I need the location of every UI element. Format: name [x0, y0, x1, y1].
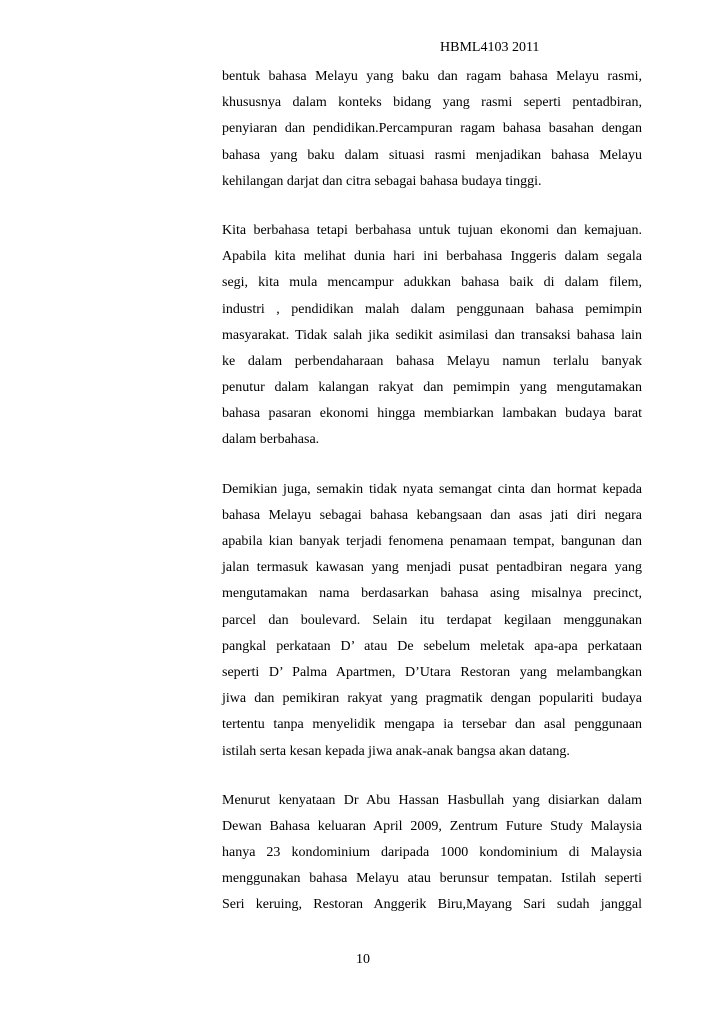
text-line: Demikian juga, semakin tidak nyata semangat cinta dan hormat kepada [222, 481, 642, 497]
paragraph-3 [222, 477, 642, 765]
running-header: HBML4103 2011 [440, 40, 540, 55]
text-line: jiwa dan pemikiran rakyat yang pragmatik dengan populariti budaya [222, 691, 642, 707]
document-body [222, 64, 642, 942]
text-line: tertentu tanpa menyelidik mengapa ia tersebar dan asal penggunaan [222, 717, 642, 733]
text-line: penutur dalam kalangan rakyat dan pemimpin yang mengutamakan [222, 380, 642, 396]
text-line: segi, kita mula mencampur adukkan bahasa baik di dalam filem, [222, 275, 642, 291]
text-line: Seri keruing, Restoran Anggerik Biru,Mayang Sari sudah janggal [222, 897, 642, 913]
text-line: kehilangan darjat dan citra sebagai bahasa budaya tinggi. [222, 173, 542, 189]
text-line: jalan termasuk kawasan yang menjadi pusat pentadbiran negara yang [222, 560, 642, 576]
text-line: Apabila kita melihat dunia hari ini berbahasa Inggeris dalam segala [222, 249, 642, 265]
text-line: ke dalam perbendaharaan bahasa Melayu namun terlalu banyak [222, 353, 642, 369]
text-line: Kita berbahasa tetapi berbahasa untuk tujuan ekonomi dan kemajuan. [222, 222, 642, 238]
text-line: apabila kian banyak terjadi fenomena penamaan tempat, bangunan dan [222, 534, 642, 549]
text-line: masyarakat. Tidak salah jika sedikit asimilasi dan transaksi bahasa lain [222, 327, 642, 343]
paragraph-1 [222, 64, 642, 195]
text-line: khususnya dalam konteks bidang yang rasmi seperti pentadbiran, [222, 95, 642, 111]
text-line: menggunakan bahasa Melayu atau berunsur tempatan. Istilah seperti [222, 871, 642, 887]
text-line: parcel dan boulevard. Selain itu terdapat kegilaan menggunakan [222, 612, 642, 628]
paragraph-2 [222, 218, 642, 454]
text-line: Dewan Bahasa keluaran April 2009, Zentrum Future Study Malaysia [222, 818, 642, 834]
text-line: penyiaran dan pendidikan.Percampuran ragam bahasa basahan dengan [222, 121, 642, 137]
page-number: 10 [356, 952, 370, 967]
text-line: bahasa yang baku dalam situasi rasmi menjadikan bahasa Melayu [222, 147, 642, 163]
text-line: istilah serta kesan kepada jiwa anak-anak bangsa akan datang. [222, 743, 570, 759]
text-line: mengutamakan nama berdasarkan bahasa asing misalnya precinct, [222, 586, 642, 602]
text-line: industri , pendidikan malah dalam penggunaan bahasa pemimpin [222, 301, 642, 317]
text-line: bahasa Melayu sebagai bahasa kebangsaan dan asas jati diri negara [222, 507, 642, 523]
text-line: dalam berbahasa. [222, 432, 320, 448]
text-line: hanya 23 kondominium daripada 1000 kondominium di Malaysia [222, 845, 642, 861]
paragraph-4 [222, 788, 642, 919]
text-line: pangkal perkataan D’ atau De sebelum meletak apa-apa perkataan [222, 638, 642, 654]
text-line: seperti D’ Palma Apartmen, D’Utara Restoran yang melambangkan [222, 664, 642, 680]
text-line: Menurut kenyataan Dr Abu Hassan Hasbullah yang disiarkan dalam [222, 792, 642, 808]
text-line: bahasa pasaran ekonomi hingga membiarkan lambakan budaya barat [222, 406, 642, 422]
text-line: bentuk bahasa Melayu yang baku dan ragam bahasa Melayu rasmi, [222, 69, 642, 84]
